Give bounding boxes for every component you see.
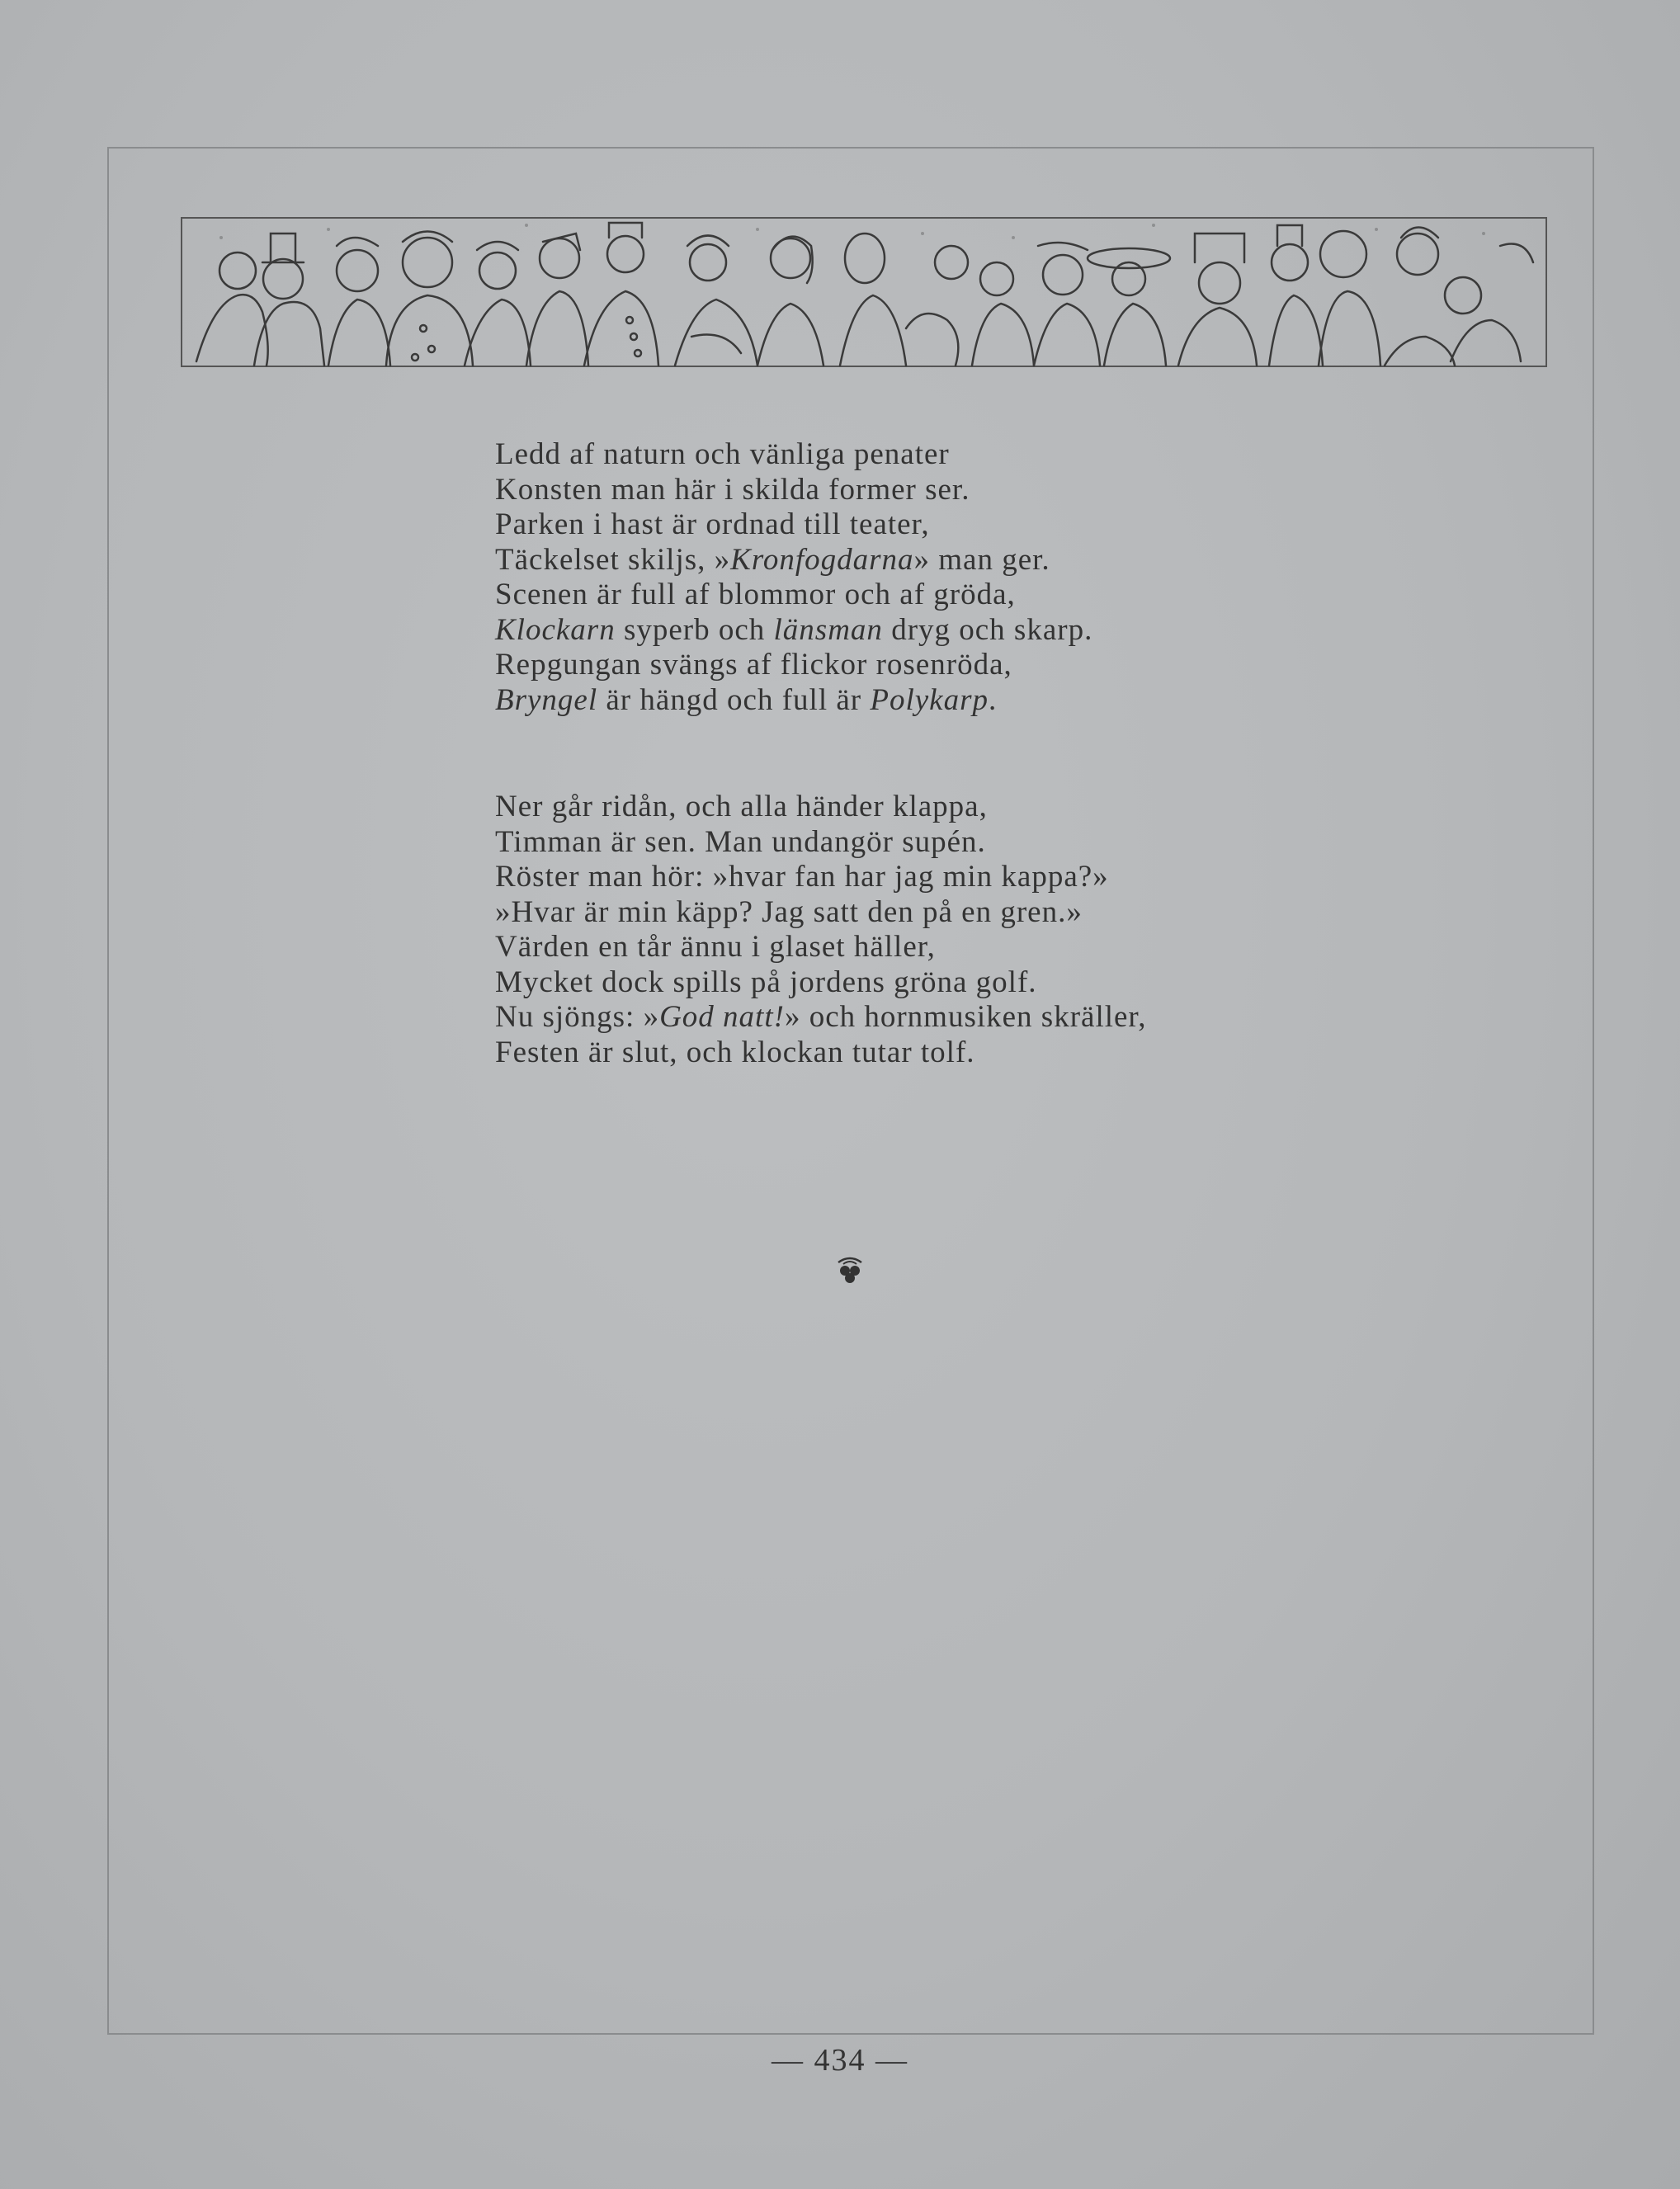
line-text: Timman är sen. Man undangör supén. <box>495 824 986 859</box>
line-text: » och hornmusiken skräller, <box>784 1000 1147 1034</box>
poem <box>495 437 1320 1142</box>
poem-line <box>495 825 1320 861</box>
poem-line <box>495 965 1320 1001</box>
poem-line <box>495 648 1320 683</box>
poem-line <box>495 543 1320 578</box>
line-text: . <box>988 682 998 717</box>
line-text: Konsten man här i skilda former ser. <box>495 472 970 507</box>
poem-line <box>495 1036 1320 1071</box>
line-text-italic: länsman <box>773 612 883 647</box>
line-text: Parken i hast är ordnad till teater, <box>495 507 930 541</box>
line-text: syperb och <box>615 612 774 647</box>
poem-line <box>495 613 1320 649</box>
crowd-vignette-icon <box>180 213 1548 370</box>
line-text-italic: Bryngel <box>495 682 598 717</box>
floral-ornament-icon <box>833 1253 866 1286</box>
page-number: — 434 — <box>772 2043 908 2078</box>
poem-line <box>495 895 1320 931</box>
line-text: Ner går ridån, och alla händer klappa, <box>495 790 988 823</box>
line-text-italic: Polykarp <box>870 682 989 717</box>
line-text: Festen är slut, och klockan tutar tolf. <box>495 1035 975 1069</box>
line-text-italic: God natt! <box>659 1000 785 1034</box>
poem-line <box>495 860 1320 895</box>
poem-line <box>495 790 1320 825</box>
line-text: »Hvar är min käpp? Jag satt den på en gren.» <box>495 894 1083 929</box>
line-text: Repgungan svängs af flickor rosenröda, <box>495 648 1012 682</box>
line-text: är hängd och full är <box>597 682 871 717</box>
poem-line <box>495 473 1320 508</box>
poem-line <box>495 1000 1320 1036</box>
line-text: dryg och skarp. <box>882 612 1093 647</box>
line-text: Täckelset skiljs, » <box>495 542 731 577</box>
stanza-2 <box>495 790 1320 1070</box>
line-text-italic: Klockarn <box>495 612 616 647</box>
stanza-1 <box>495 437 1320 718</box>
poem-line <box>495 507 1320 543</box>
poem-line <box>495 437 1320 473</box>
line-text: Nu sjöngs: » <box>495 1000 660 1034</box>
line-text: » man ger. <box>913 542 1050 577</box>
line-text: Röster man hör: »hvar fan har jag min kappa?» <box>495 860 1109 894</box>
line-text: Värden en tår ännu i glaset häller, <box>495 930 936 964</box>
line-text: Ledd af naturn och vänliga penater <box>495 437 950 471</box>
poem-line <box>495 683 1320 719</box>
poem-line <box>495 930 1320 965</box>
line-text-italic: Kronfogdarna <box>730 542 914 577</box>
poem-line <box>495 578 1320 613</box>
line-text: Mycket dock spills på jordens gröna golf. <box>495 965 1037 999</box>
line-text: Scenen är full af blommor och af gröda, <box>495 578 1016 611</box>
